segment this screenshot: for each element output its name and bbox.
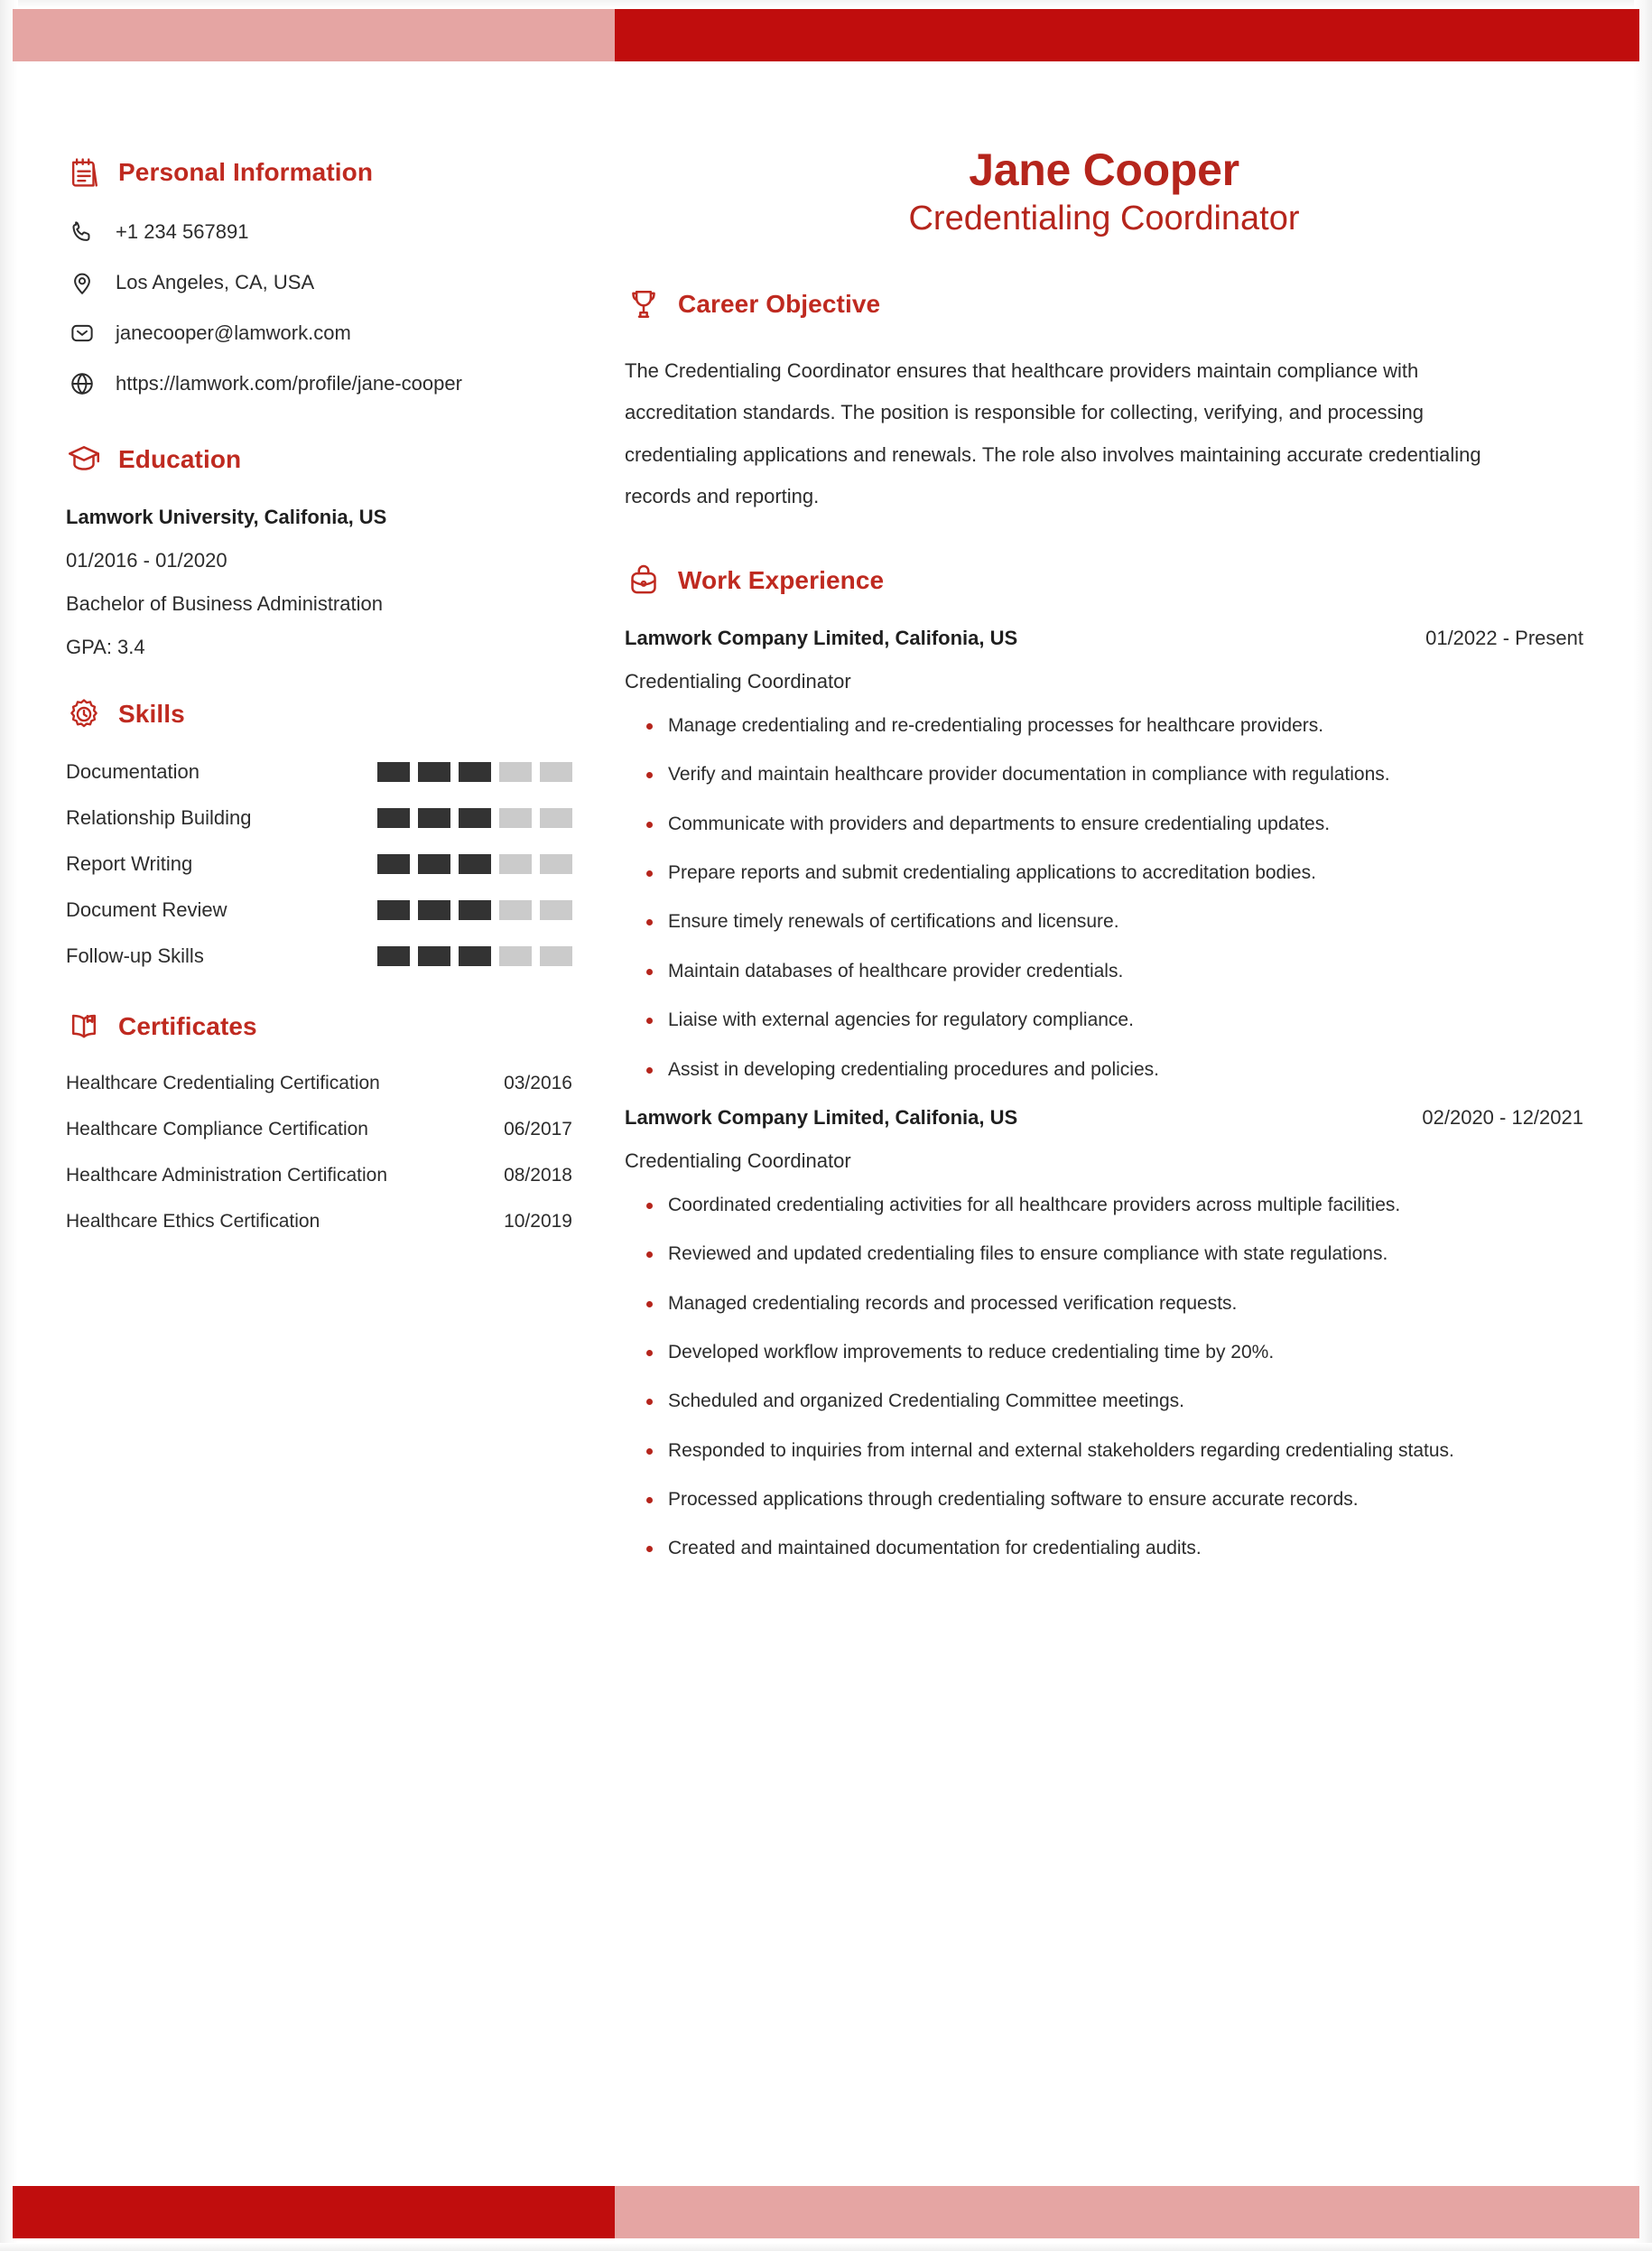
right-column	[608, 99, 1639, 1586]
section-title: Career Objective	[678, 289, 881, 318]
certificate-date: 08/2018	[504, 1165, 572, 1186]
skill-meter-cell-filled	[459, 808, 491, 828]
page-edge-bottom	[0, 2243, 1652, 2251]
skill-meter-cell-empty	[540, 854, 572, 874]
top-bar-dark-segment	[615, 9, 1639, 61]
education-gpa: GPA: 3.4	[66, 636, 145, 658]
job-bullet: Manage credentialing and re-credentialing processes for healthcare providers.	[646, 713, 1583, 739]
job-dates: 02/2020 - 12/2021	[1422, 1105, 1583, 1129]
skill-row	[66, 806, 572, 830]
section-education	[65, 441, 572, 659]
skill-meter-cell-filled	[418, 900, 450, 920]
skill-name: Report Writing	[66, 852, 193, 875]
section-title: Education	[118, 445, 242, 473]
education-dates: 01/2016 - 01/2020	[66, 549, 227, 572]
job-bullet: Maintain databases of healthcare provider credentials.	[646, 959, 1583, 984]
job-bullet-list	[646, 1193, 1583, 1562]
certificate-date: 06/2017	[504, 1119, 572, 1139]
bottom-color-bar	[13, 2186, 1639, 2238]
certificate-row	[66, 1211, 572, 1232]
certificate-date: 10/2019	[504, 1211, 572, 1232]
candidate-name: Jane Cooper	[969, 144, 1239, 195]
skill-level-meter	[377, 808, 572, 828]
education-degree: Bachelor of Business Administration	[66, 592, 383, 615]
skill-name: Document Review	[66, 898, 227, 921]
website-value: https://lamwork.com/profile/jane-cooper	[116, 371, 462, 395]
skill-meter-cell-filled	[377, 854, 410, 874]
work-experience-heading	[625, 562, 1583, 600]
job-bullet: Processed applications through credentialing software to ensure accurate records.	[646, 1487, 1583, 1512]
job-company: Lamwork Company Limited, Califonia, US	[625, 627, 1018, 650]
bottom-bar-dark-segment	[13, 2186, 615, 2238]
skill-name: Follow-up Skills	[66, 944, 204, 967]
skill-meter-cell-filled	[459, 762, 491, 782]
job-bullet: Reviewed and updated credentialing files to ensure compliance with state regulations.	[646, 1242, 1583, 1267]
section-title: Personal Information	[118, 158, 374, 186]
skills-heading	[65, 695, 572, 733]
trophy-icon	[625, 285, 663, 323]
skill-meter-cell-filled	[377, 900, 410, 920]
skill-row	[66, 944, 572, 968]
certificate-row	[66, 1119, 572, 1140]
job-bullet: Prepare reports and submit credentialing applications to accreditation bodies.	[646, 860, 1583, 886]
certificate-name: Healthcare Credentialing Certification	[66, 1073, 380, 1093]
skill-meter-cell-empty	[540, 900, 572, 920]
career-objective-heading	[625, 285, 1583, 323]
certificate-name: Healthcare Administration Certification	[66, 1165, 387, 1186]
contact-row-website	[69, 370, 572, 397]
job-bullet: Developed workflow improvements to reduce credentialing time by 20%.	[646, 1340, 1583, 1365]
skill-row	[66, 852, 572, 876]
skill-meter-cell-filled	[459, 900, 491, 920]
personal-information-heading	[65, 153, 572, 191]
job-bullet: Managed credentialing records and processed verification requests.	[646, 1291, 1583, 1316]
skills-list	[66, 760, 572, 968]
top-color-bar	[13, 9, 1639, 61]
skill-meter-cell-empty	[540, 762, 572, 782]
candidate-job-title: Credentialing Coordinator	[908, 200, 1300, 237]
skill-level-meter	[377, 762, 572, 782]
job-bullet: Responded to inquiries from internal and external stakeholders regarding credentialing status.	[646, 1438, 1583, 1464]
job-bullet: Coordinated credentialing activities for all healthcare providers across multiple facilities.	[646, 1193, 1583, 1218]
skill-row	[66, 760, 572, 784]
skill-meter-cell-empty	[540, 946, 572, 966]
section-certificates	[65, 1008, 572, 1232]
resume-headline	[625, 144, 1583, 240]
location-icon	[69, 269, 96, 296]
work-experience-entry	[625, 1106, 1583, 1562]
section-title: Skills	[118, 700, 185, 728]
job-header	[625, 627, 1583, 650]
certificate-date: 03/2016	[504, 1073, 572, 1093]
top-bar-light-segment	[13, 9, 615, 61]
left-column	[13, 99, 608, 1257]
location-value: Los Angeles, CA, USA	[116, 270, 315, 293]
email-value: janecooper@lamwork.com	[116, 321, 351, 344]
email-icon	[69, 320, 96, 347]
education-entry	[66, 506, 572, 659]
skill-meter-cell-filled	[418, 854, 450, 874]
work-experience-entry	[625, 627, 1583, 1083]
skill-level-meter	[377, 900, 572, 920]
job-dates: 01/2022 - Present	[1425, 627, 1583, 650]
skill-meter-cell-filled	[418, 808, 450, 828]
certificates-list	[66, 1073, 572, 1232]
section-work-experience	[625, 562, 1583, 1562]
certificate-name: Healthcare Ethics Certification	[66, 1211, 320, 1232]
resume-content	[13, 99, 1639, 2152]
contact-row-location	[69, 269, 572, 296]
job-bullet-list	[646, 713, 1583, 1083]
skill-meter-cell-filled	[377, 808, 410, 828]
notepad-icon	[65, 153, 103, 191]
skill-meter-cell-filled	[418, 762, 450, 782]
skill-meter-cell-empty	[499, 946, 532, 966]
job-bullet: Verify and maintain healthcare provider documentation in compliance with regulations.	[646, 762, 1583, 787]
contact-row-phone	[69, 219, 572, 246]
graduation-cap-icon	[65, 441, 103, 479]
skill-meter-cell-empty	[540, 808, 572, 828]
job-header	[625, 1106, 1583, 1130]
globe-icon	[69, 370, 96, 397]
job-role: Credentialing Coordinator	[625, 670, 851, 693]
skill-meter-cell-filled	[377, 762, 410, 782]
certificate-row	[66, 1165, 572, 1186]
job-company: Lamwork Company Limited, Califonia, US	[625, 1105, 1018, 1129]
job-role: Credentialing Coordinator	[625, 1149, 851, 1172]
section-title: Work Experience	[678, 566, 885, 595]
certificate-row	[66, 1073, 572, 1094]
job-bullet: Communicate with providers and departments to ensure credentialing updates.	[646, 812, 1583, 837]
job-bullet: Ensure timely renewals of certifications and licensure.	[646, 909, 1583, 935]
page-edge-top	[0, 0, 1652, 8]
job-bullet: Created and maintained documentation for credentialing audits.	[646, 1536, 1583, 1561]
skill-meter-cell-empty	[499, 854, 532, 874]
section-title: Certificates	[118, 1012, 257, 1040]
gear-clock-icon	[65, 695, 103, 733]
education-heading	[65, 441, 572, 479]
skill-meter-cell-filled	[459, 854, 491, 874]
skill-row	[66, 898, 572, 922]
certificate-name: Healthcare Compliance Certification	[66, 1119, 368, 1139]
section-personal-information	[65, 153, 572, 397]
skill-meter-cell-empty	[499, 762, 532, 782]
certificates-heading	[65, 1008, 572, 1046]
contact-row-email	[69, 320, 572, 347]
job-bullet: Assist in developing credentialing procedures and policies.	[646, 1057, 1583, 1083]
skill-meter-cell-empty	[499, 808, 532, 828]
briefcase-icon	[625, 562, 663, 600]
skill-name: Relationship Building	[66, 806, 252, 829]
job-bullet: Scheduled and organized Credentialing Committee meetings.	[646, 1389, 1583, 1414]
job-bullet: Liaise with external agencies for regulatory compliance.	[646, 1008, 1583, 1033]
work-experience-list	[625, 627, 1583, 1562]
section-skills	[65, 695, 572, 968]
contact-list	[69, 219, 572, 397]
bottom-bar-light-segment	[615, 2186, 1639, 2238]
phone-icon	[69, 219, 96, 246]
skill-meter-cell-filled	[377, 946, 410, 966]
skill-meter-cell-filled	[459, 946, 491, 966]
skill-meter-cell-empty	[499, 900, 532, 920]
education-school: Lamwork University, Califonia, US	[66, 506, 387, 528]
section-career-objective	[625, 285, 1583, 519]
phone-value: +1 234 567891	[116, 219, 249, 243]
career-objective-text: The Credentialing Coordinator ensures that healthcare providers maintain compliance with accreditation standards. The position is responsible for collecting, verifying, and processing credentialing applications and renewals. The role also involves maintaining accurate credentialing records and reporting.	[625, 358, 1481, 508]
skill-name: Documentation	[66, 760, 200, 783]
skill-meter-cell-filled	[418, 946, 450, 966]
skill-level-meter	[377, 946, 572, 966]
skill-level-meter	[377, 854, 572, 874]
open-book-icon	[65, 1008, 103, 1046]
